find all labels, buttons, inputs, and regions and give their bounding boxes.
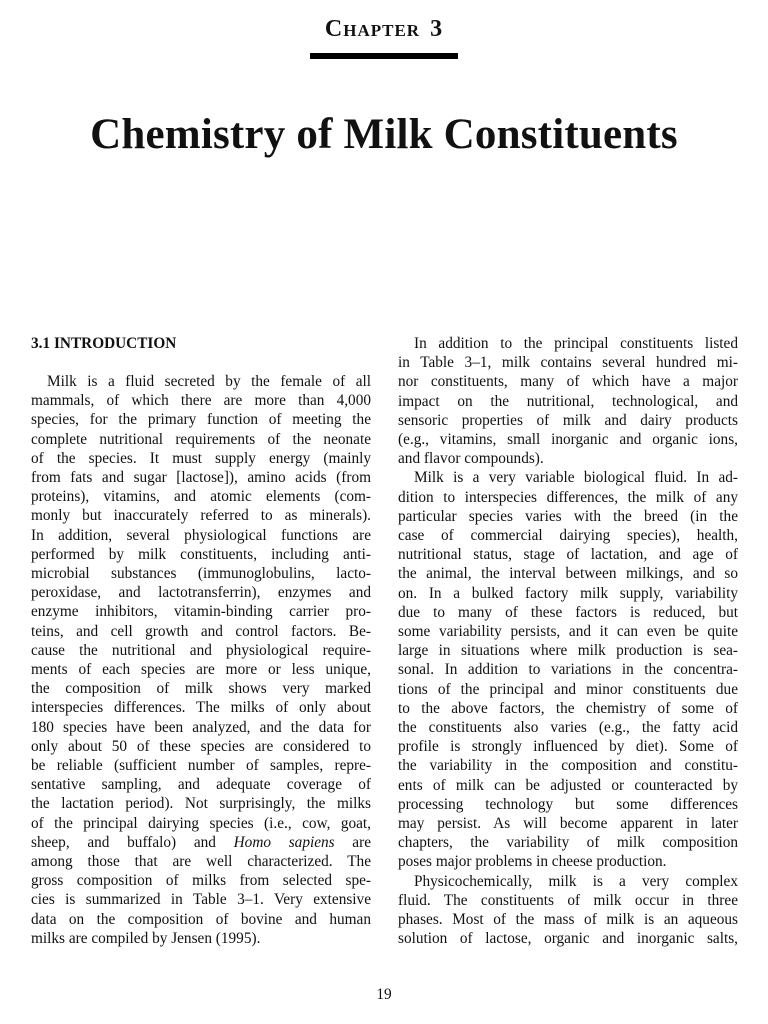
text-line: In addition to the principal constituents listed (414, 335, 738, 352)
chapter-title: Chemistry of Milk Constituents (90, 111, 678, 158)
text-line: In addition, several physiological functions are (31, 526, 371, 544)
text-line: teins, and cell growth and control factors. Be- (31, 622, 371, 640)
text-line: complete nutritional requirements of the neonate (31, 430, 371, 448)
text-line: species, for the primary function of meeting the (31, 411, 371, 429)
text-line: large in situations where milk production is sea- (398, 642, 738, 660)
text-line: 180 species have been analyzed, and the data for (31, 718, 371, 736)
text-line: some variability persists, and it can even be quite (398, 623, 738, 641)
section-heading: 3.1 INTRODUCTION (31, 335, 177, 352)
text-line: the animal, the interval between milkings, and so (398, 565, 738, 583)
text-line: data on the composition of bovine and human (31, 910, 371, 928)
text-line: nutritional status, stage of lactation, and age of (398, 546, 738, 564)
text-line: may persist. As will become apparent in later (398, 815, 738, 833)
text-line: the variability in the composition and constitu- (398, 757, 738, 775)
text-line: monly but inaccurately referred to as minerals). (31, 507, 371, 525)
text-line: among those that are well characterized. The (31, 853, 371, 871)
chapter-word: Chapter (324, 16, 421, 42)
text-line: Milk is a very variable biological fluid. In ad- (414, 469, 738, 487)
text-line: dition to interspecies differences, the milk of any (398, 488, 738, 506)
text-line: the constituents also varies (e.g., the fatty acid (398, 719, 738, 737)
text-line: particular species varies with the breed (in the (398, 507, 738, 525)
text-line: case of commercial dairying species), health, (398, 527, 738, 545)
text-segment: are (334, 833, 371, 851)
text-line: cause the nutritional and physiological require- (31, 641, 371, 659)
right-paragraph-1 (398, 334, 738, 468)
left-paragraph-1 (31, 372, 371, 948)
text-line: tions of the principal and minor constituents due (398, 680, 738, 698)
text-line: chapters, the variability of milk composition (398, 834, 738, 852)
right-paragraph-3 (398, 872, 738, 949)
text-line: and flavor compounds). (398, 450, 544, 468)
chapter-number: 3 (430, 16, 444, 42)
right-column (398, 334, 738, 949)
text-line: proteins), vitamins, and atomic elements (com- (31, 488, 371, 506)
text-line: processing technology but some differences (398, 795, 738, 813)
text-line: nor constituents, many of which have a major (398, 373, 738, 391)
text-line: impact on the nutritional, technological, and (398, 392, 738, 410)
text-line: solution of lactose, organic and inorganic salts, (398, 930, 738, 948)
text-line: of the species. It must supply energy (mainly (31, 449, 371, 467)
text-line: in Table 3–1, milk contains several hundred mi- (398, 354, 738, 372)
text-line: from fats and sugar [lactose]), amino acids (from (31, 469, 371, 487)
text-line: ents of milk can be adjusted or counteracted by (398, 776, 738, 794)
text-line: enzyme inhibitors, vitamin-binding carrier pro- (31, 603, 371, 621)
text-line: Milk is a fluid secreted by the female of all (47, 373, 371, 390)
chapter-rule (310, 53, 458, 59)
left-column (31, 334, 371, 948)
text-line: cies is summarized in Table 3–1. Very extensive (31, 891, 371, 909)
text-line: only about 50 of these species are considered to (31, 737, 371, 755)
text-line: peroxidase, and lactotransferrin), enzymes and (31, 584, 371, 602)
text-line: sentative sampling, and adequate coverage of (31, 776, 371, 794)
page-number: 19 (376, 986, 392, 1003)
text-line: gross composition of milks from selected spe- (31, 872, 371, 890)
text-line: be reliable (sufficient number of samples, repre- (31, 757, 371, 775)
text-line: sensoric properties of milk and dairy products (398, 411, 738, 429)
text-line: microbial substances (immunoglobulins, lacto- (31, 565, 371, 583)
chapter-label (0, 16, 768, 43)
text-line: performed by milk constituents, including anti- (31, 545, 371, 563)
right-paragraph-2 (398, 468, 738, 871)
text-line: phases. Most of the mass of milk is an aqueous (398, 911, 738, 929)
text-line: milks are compiled by Jensen (1995). (31, 929, 261, 947)
text-segment: sheep, and buffalo) and (31, 833, 234, 851)
text-line: the composition of milk shows very marked (31, 680, 371, 698)
text-line: interspecies differences. The milks of only about (31, 699, 371, 717)
text-line: the lactation period). Not surprisingly, the milks (31, 795, 371, 813)
text-line: of the principal dairying species (i.e., cow, goat, (31, 814, 371, 832)
text-line: on. In a bulked factory milk supply, variability (398, 584, 738, 602)
text-line: (e.g., vitamins, small inorganic and organic ions, (398, 431, 738, 449)
text-line: sonal. In addition to variations in the concentra- (398, 661, 738, 679)
text-line: mammals, of which there are more than 4,000 (31, 392, 371, 410)
text-line: to the above factors, the chemistry of some of (398, 699, 738, 717)
text-line: poses major problems in cheese production. (398, 853, 667, 871)
text-line: due to many of these factors is reduced, but (398, 603, 738, 621)
text-line: Physicochemically, milk is a very complex (414, 872, 738, 890)
species-name-italic: Homo sapiens (233, 833, 335, 851)
text-line: ments of each species are more or less unique, (31, 661, 371, 679)
text-line: profile is strongly influenced by diet). Some of (398, 738, 738, 756)
text-line (31, 833, 371, 852)
text-line: fluid. The constituents of milk occur in three (398, 891, 738, 909)
